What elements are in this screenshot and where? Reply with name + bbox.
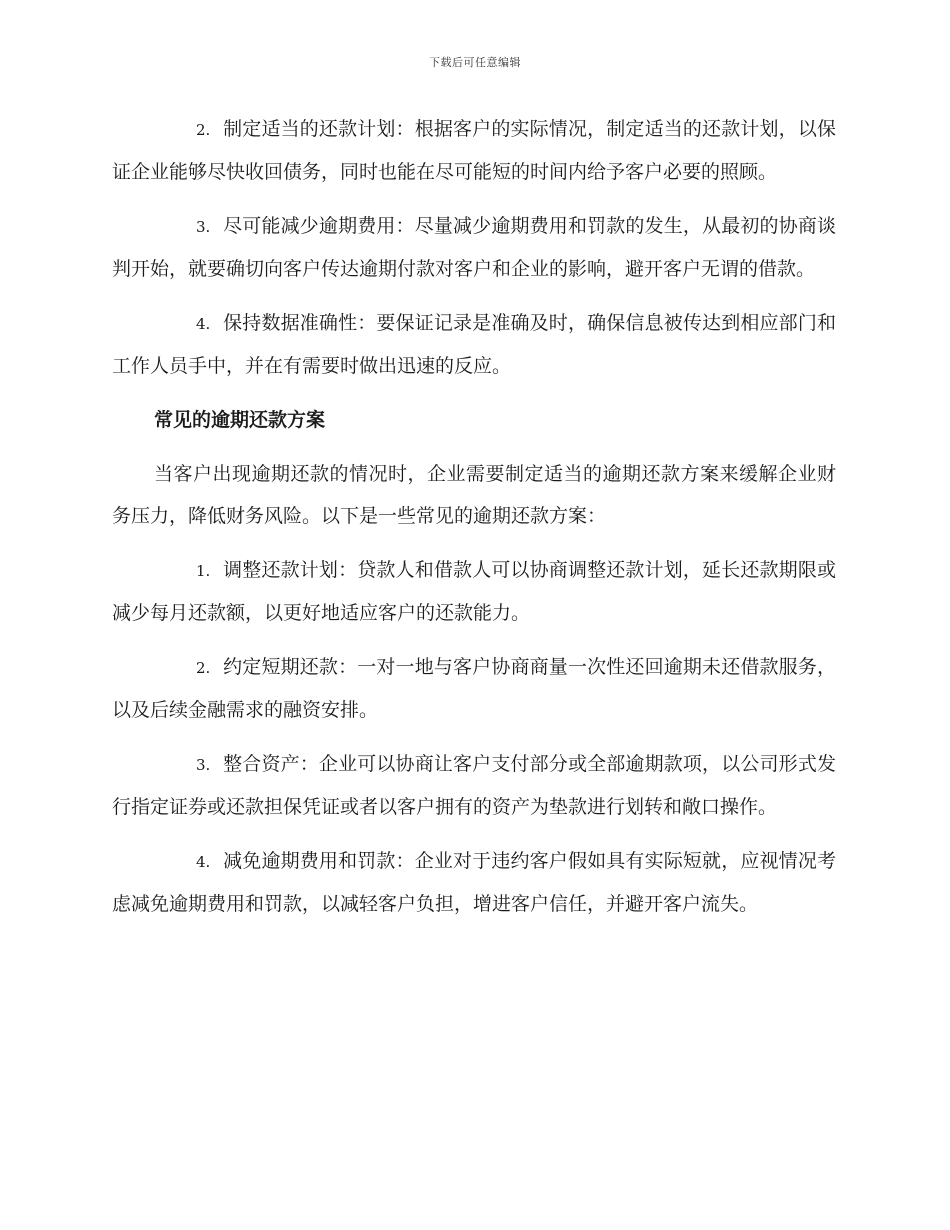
list-item bbox=[112, 743, 836, 828]
list-item-number: 2. bbox=[196, 121, 211, 139]
list-item-text: 调整还款计划：贷款人和借款人可以协商调整还款计划，延长还款期限或减少每月还款额，以更好地适应客户的还款能力。 bbox=[112, 559, 836, 624]
list-item-text: 制定适当的还款计划：根据客户的实际情况，制定适当的还款计划，以保证企业能够尽快收回债务，同时也能在尽可能短的时间内给予客户必要的照顾。 bbox=[112, 118, 836, 183]
list-item bbox=[112, 108, 836, 193]
list-item-number: 2. bbox=[196, 659, 211, 677]
list-item-number: 3. bbox=[196, 756, 211, 774]
list-item-text: 尽可能减少逾期费用：尽量减少逾期费用和罚款的发生，从最初的协商谈判开始，就要确切向客户传达逾期付款对客户和企业的影响，避开客户无谓的借款。 bbox=[112, 215, 836, 280]
list-item bbox=[112, 646, 836, 731]
list-item-text: 减免逾期费用和罚款：企业对于违约客户假如具有实际短就，应视情况考虑减免逾期费用和罚款，以减轻客户负担，增进客户信任，并避开客户流失。 bbox=[112, 850, 836, 915]
section-intro: 当客户出现逾期还款的情况时，企业需要制定适当的逾期还款方案来缓解企业财务压力，降低财务风险。以下是一些常见的逾期还款方案： bbox=[112, 463, 836, 527]
list-item bbox=[112, 205, 836, 290]
document-body bbox=[112, 108, 836, 937]
list-item-text: 保持数据准确性：要保证记录是准确及时，确保信息被传达到相应部门和工作人员手中，并在有需要时做出迅速的反应。 bbox=[112, 312, 836, 377]
list-item-number: 4. bbox=[196, 853, 211, 871]
list-item bbox=[112, 840, 836, 925]
section-heading: 常见的逾期还款方案 bbox=[154, 409, 326, 431]
list-item-number: 4. bbox=[196, 315, 211, 333]
list-item-text: 整合资产：企业可以协商让客户支付部分或全部逾期款项，以公司形式发行指定证券或还款担保凭证或者以客户拥有的资产为垫款进行划转和敞口操作。 bbox=[112, 753, 836, 818]
page-header: 下载后可任意编辑 bbox=[429, 56, 521, 69]
list-item-number: 1. bbox=[196, 562, 211, 580]
list-item bbox=[112, 302, 836, 387]
list-item-text: 约定短期还款：一对一地与客户协商商量一次性还回逾期未还借款服务，以及后续金融需求的融资安排。 bbox=[112, 656, 836, 721]
list-item-number: 3. bbox=[196, 218, 211, 236]
list-item bbox=[112, 549, 836, 634]
